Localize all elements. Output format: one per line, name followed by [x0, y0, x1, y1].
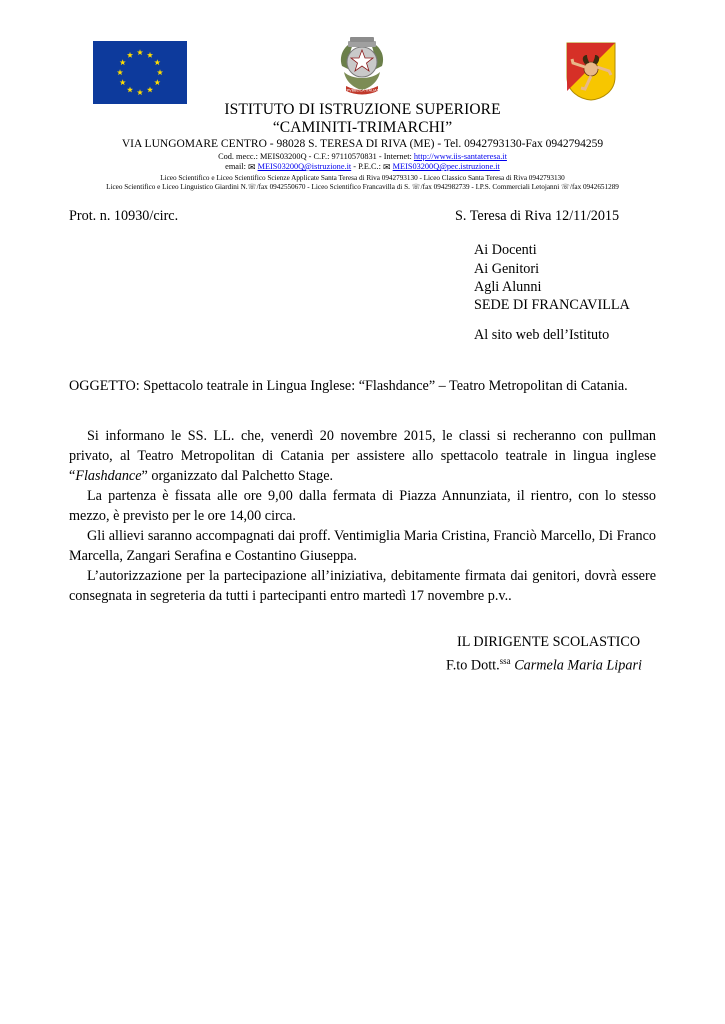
subject-line: OGGETTO: Spettacolo teatrale in Lingua Inglese: “Flashdance” – Teatro Metropolitan di Catania.	[69, 378, 628, 394]
institute-name-line1: ISTITUTO DI ISTRUZIONE SUPERIORE	[224, 101, 501, 118]
place-date: S. Teresa di Riva 12/11/2015	[455, 208, 620, 224]
licei-line1: Liceo Scientifico e Liceo Scientifico Scienze Applicate Santa Teresa di Riva 0942793130 - Liceo Classico Santa Teresa di Riva 0942793130	[160, 174, 565, 182]
paragraph-announcement	[69, 426, 656, 486]
eu-flag-logo	[93, 41, 187, 104]
p2-text: La partenza è fissata alle ore 9,00 dalla fermata di Piazza Annunziata, il rientro, con lo stesso mezzo, è previsto per le ore 14,00 circa.	[69, 488, 656, 524]
sicily-region-logo	[565, 41, 617, 101]
p1-text-a: Si informano le SS. LL. che, venerdì 20 novembre 2015, le classi si recheranno con pullman privato, al Teatro Metropolitan di Catania per assistere allo spettacolo teatrale in lingua inglese “	[69, 428, 656, 484]
signature-title: IL DIRIGENTE SCOLASTICO	[457, 634, 641, 650]
show-title: Flashdance	[75, 468, 142, 484]
signature-name: Carmela Maria Lipari	[514, 657, 642, 674]
codes-prefix: Cod. mecc.: MEIS03200Q - C.F.: 97110570831 - Internet:	[218, 152, 414, 161]
p1-text-b: ” organizzato dal Palchetto Stage.	[141, 468, 334, 484]
envelope-icon: ✉	[247, 162, 256, 172]
institute-address: VIA LUNGOMARE CENTRO - 98028 S. TERESA DI RIVA (ME) - Tel. 0942793130-Fax 0942794259	[121, 138, 604, 150]
pec-label: - P.E.C.:	[351, 162, 384, 171]
website-link[interactable]: http://www.iis-santateresa.it	[413, 152, 507, 161]
envelope-icon: ✉	[383, 162, 391, 172]
email-label: email:	[225, 162, 248, 171]
paragraph-authorization	[69, 566, 656, 606]
email-link[interactable]: MEIS03200Q@istruzione.it	[257, 162, 352, 171]
protocol-number: Prot. n. 10930/circ.	[69, 208, 179, 224]
signature-line	[446, 651, 642, 676]
paragraph-departure	[69, 486, 656, 526]
p4-text: L’autorizzazione per la partecipazione all’iniziativa, debitamente firmata dai genitori, dovrà essere consegnata in segreteria da tutti i partecipanti entro martedì 17 novembre p.v..	[69, 568, 656, 604]
website-note: Al sito web dell’Istituto	[474, 327, 610, 343]
signature-sup: ssa	[499, 656, 511, 666]
institute-email-line	[0, 162, 725, 173]
recipient-sede: SEDE DI FRANCAVILLA	[474, 297, 630, 313]
recipient-alunni: Agli Alunni	[474, 279, 542, 295]
p3-text: Gli allievi saranno accompagnati dai proff. Ventimiglia Maria Cristina, Franciò Marcello, Di Franco Marcella, Zangari Serafina e Costantino Giuseppa.	[69, 528, 656, 564]
institute-codes-line	[0, 152, 725, 163]
recipient-docenti: Ai Docenti	[474, 242, 537, 258]
pec-link[interactable]: MEIS03200Q@pec.istruzione.it	[392, 162, 500, 171]
signature-prefix: F.to Dott.	[446, 657, 500, 674]
emblem-ribbon-text: REPVBBLICA ITALIANA	[342, 88, 382, 93]
recipient-genitori: Ai Genitori	[474, 261, 540, 277]
paragraph-teachers	[69, 526, 656, 566]
licei-line2: Liceo Scientifico e Liceo Linguistico Giardini N.☏/fax 0942550670 - Liceo Scientifico Francavilla di S. ☏/fax 0942982739 - I.P.S. Commerciali Letojanni ☏/fax 0942651289	[106, 183, 619, 191]
italian-republic-emblem	[336, 36, 388, 96]
institute-name-line2: “CAMINITI-TRIMARCHI”	[272, 119, 453, 136]
